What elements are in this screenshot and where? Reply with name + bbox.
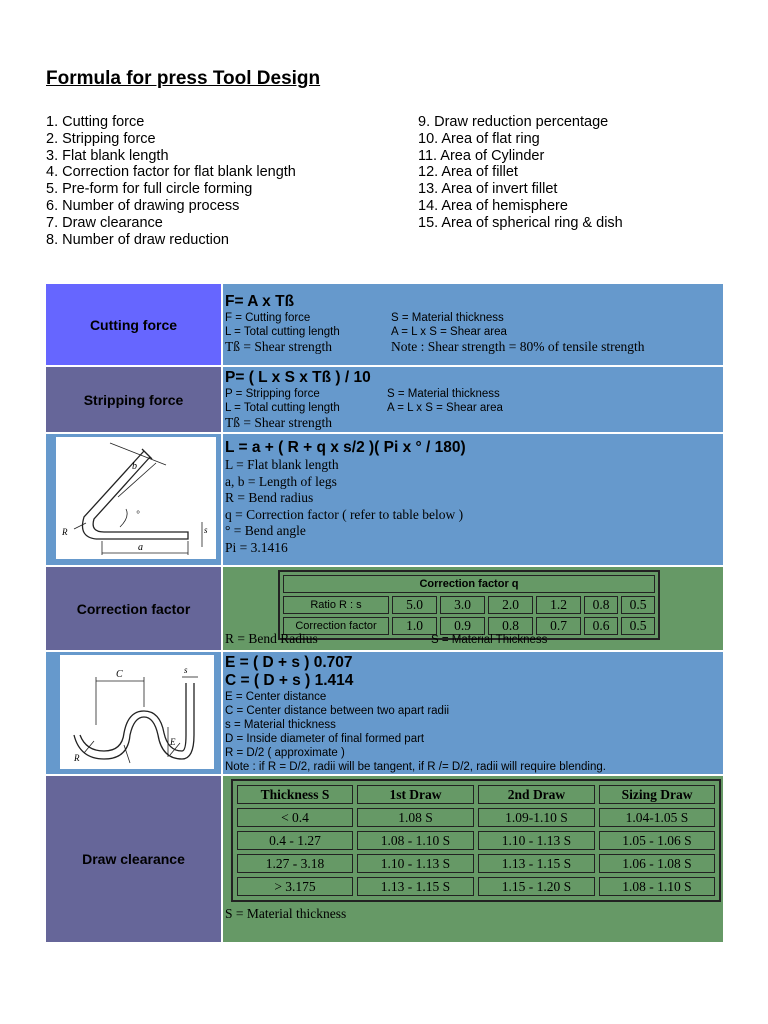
flat-blank-panel bbox=[223, 434, 723, 565]
correction-row-label: Ratio R : s bbox=[283, 596, 389, 614]
table-cell: 1.10 - 1.13 S bbox=[478, 831, 595, 850]
correction-row-label: Correction factor bbox=[283, 617, 389, 635]
cutting-force-label: Cutting force bbox=[46, 284, 221, 365]
cutting-force-panel bbox=[223, 284, 723, 365]
toc-item: 11. Area of Cylinder bbox=[418, 147, 545, 164]
table-cell: 1.06 - 1.08 S bbox=[599, 854, 715, 873]
table-row bbox=[237, 808, 715, 827]
blank-def: R = Bend radius bbox=[225, 490, 314, 505]
preform-label-r: R bbox=[74, 753, 80, 763]
toc-item: 14. Area of hemisphere bbox=[418, 197, 568, 214]
table-cell: 0.5 bbox=[621, 596, 655, 614]
toc-item: 2. Stripping force bbox=[46, 130, 156, 147]
diagram-label-b: b bbox=[132, 461, 137, 472]
correction-factor-table bbox=[278, 570, 660, 640]
table-cell: > 3.175 bbox=[237, 877, 353, 896]
table-header: 2nd Draw bbox=[478, 785, 595, 804]
stripping-def: Tß = Shear strength bbox=[225, 415, 332, 430]
table-cell: 1.15 - 1.20 S bbox=[478, 877, 595, 896]
stripping-def: A = L x S = Shear area bbox=[387, 402, 503, 414]
cutting-def: Tß = Shear strength bbox=[225, 339, 332, 354]
correction-factor-label: Correction factor bbox=[46, 567, 221, 650]
toc-item: 9. Draw reduction percentage bbox=[418, 114, 609, 130]
toc-left bbox=[46, 114, 296, 248]
table-cell: 2.0 bbox=[488, 596, 533, 614]
toc-item: 5. Pre-form for full circle forming bbox=[46, 181, 253, 198]
table-cell: 0.8 bbox=[584, 596, 618, 614]
preform-def: C = Center distance between two apart radii bbox=[225, 705, 450, 717]
table-cell: 0.5 bbox=[621, 617, 655, 635]
preform-def: D = Inside diameter of final formed part bbox=[225, 733, 425, 745]
preform-def: E = Center distance bbox=[225, 691, 327, 703]
toc-item: 6. Number of drawing process bbox=[46, 197, 240, 214]
correction-table-title: Correction factor q bbox=[283, 575, 655, 593]
draw-clearance-panel bbox=[223, 776, 723, 942]
table-cell: 1.0 bbox=[392, 617, 437, 635]
page-title: Formula for press Tool Design bbox=[46, 68, 321, 89]
draw-clearance-label: Draw clearance bbox=[46, 776, 221, 942]
bend-diagram-svg bbox=[56, 437, 216, 559]
cutting-def: S = Material thickness bbox=[391, 312, 504, 324]
preform-panel bbox=[223, 652, 723, 774]
bend-diagram bbox=[56, 437, 216, 559]
stripping-def: S = Material thickness bbox=[387, 388, 500, 400]
diagram-label-angle: ° bbox=[136, 509, 140, 519]
preform-def: R = D/2 ( approximate ) bbox=[225, 747, 345, 759]
toc-item: 8. Number of draw reduction bbox=[46, 231, 229, 248]
toc-item: 7. Draw clearance bbox=[46, 214, 163, 231]
table-row bbox=[237, 854, 715, 873]
preform-def: s = Material thickness bbox=[225, 719, 336, 731]
diagram-label-s: s bbox=[204, 525, 208, 535]
blank-def: a, b = Length of legs bbox=[225, 473, 337, 489]
toc-item: 13. Area of invert fillet bbox=[418, 181, 558, 198]
stripping-force-formula: P= ( L x S x Tß ) / 10 bbox=[225, 369, 371, 386]
toc-item: 1. Cutting force bbox=[46, 114, 145, 130]
table-cell: 1.08 S bbox=[357, 808, 474, 827]
toc-item: 3. Flat blank length bbox=[46, 147, 169, 164]
stripping-force-panel bbox=[223, 367, 723, 432]
table-cell: 1.2 bbox=[536, 596, 581, 614]
table-cell: 0.4 - 1.27 bbox=[237, 831, 353, 850]
table-cell: 1.13 - 1.15 S bbox=[357, 877, 474, 896]
preform-label-c: C bbox=[116, 669, 123, 680]
table-cell: 0.7 bbox=[536, 617, 581, 635]
table-cell: 0.9 bbox=[440, 617, 485, 635]
correction-note: R = Bend Radius bbox=[225, 631, 318, 646]
stripping-def: L = Total cutting length bbox=[225, 402, 340, 414]
stripping-def: P = Stripping force bbox=[225, 388, 320, 400]
cutting-def: L = Total cutting length bbox=[225, 326, 340, 338]
table-header: 1st Draw bbox=[357, 785, 474, 804]
toc-right bbox=[418, 114, 623, 232]
preform-label-s: s bbox=[184, 665, 188, 675]
table-cell: 1.04-1.05 S bbox=[599, 808, 715, 827]
table-cell: 1.08 - 1.10 S bbox=[357, 831, 474, 850]
draw-clearance-note: S = Material thickness bbox=[225, 906, 347, 921]
toc-item: 15. Area of spherical ring & dish bbox=[418, 214, 623, 231]
cutting-def: F = Cutting force bbox=[225, 312, 311, 324]
table-header: Sizing Draw bbox=[599, 785, 715, 804]
table-row bbox=[237, 877, 715, 896]
table-cell: 5.0 bbox=[392, 596, 437, 614]
cutting-def: A = L x S = Shear area bbox=[391, 326, 507, 338]
blank-def: L = Flat blank length bbox=[225, 457, 339, 472]
toc-item: 10. Area of flat ring bbox=[418, 130, 540, 147]
cutting-force-formula: F= A x Tß bbox=[225, 293, 295, 310]
table-cell: < 0.4 bbox=[237, 808, 353, 827]
stripping-force-label: Stripping force bbox=[46, 367, 221, 432]
diagram-label-a: a bbox=[138, 542, 143, 553]
table-cell: 0.8 bbox=[488, 617, 533, 635]
flat-blank-image-cell bbox=[46, 434, 221, 565]
table-cell: 0.6 bbox=[584, 617, 618, 635]
table-cell: 1.08 - 1.10 S bbox=[599, 877, 715, 896]
table-row bbox=[237, 831, 715, 850]
preform-formula-e: E = ( D + s ) 0.707 bbox=[225, 654, 353, 671]
blank-def: ° = Bend angle bbox=[225, 523, 306, 538]
blank-def: q = Correction factor ( refer to table below ) bbox=[225, 506, 464, 522]
preform-diagram-svg bbox=[60, 655, 214, 769]
preform-formula-c: C = ( D + s ) 1.414 bbox=[225, 672, 354, 689]
preform-diagram bbox=[60, 655, 214, 769]
blank-def: Pi = 3.1416 bbox=[225, 539, 288, 555]
table-cell: 1.13 - 1.15 S bbox=[478, 854, 595, 873]
flat-blank-formula: L = a + ( R + q x s/2 )( Pi x ° / 180) bbox=[225, 439, 466, 456]
preform-label-e: E bbox=[170, 737, 176, 747]
preform-image-cell bbox=[46, 652, 221, 774]
table-header: Thickness S bbox=[237, 785, 353, 804]
toc-item: 4. Correction factor for flat blank length bbox=[46, 164, 296, 181]
draw-clearance-table bbox=[231, 779, 721, 902]
cutting-note: Note : Shear strength = 80% of tensile strength bbox=[391, 339, 645, 354]
table-cell: 3.0 bbox=[440, 596, 485, 614]
toc-item: 12. Area of fillet bbox=[418, 164, 518, 181]
preform-note: Note : if R = D/2, radii will be tangent, if R /= D/2, radii will require blending. bbox=[225, 761, 606, 773]
table-cell: 1.05 - 1.06 S bbox=[599, 831, 715, 850]
diagram-label-r: R bbox=[62, 527, 68, 537]
correction-note: S = Material Thickness bbox=[431, 634, 548, 646]
formula-grid bbox=[46, 284, 723, 942]
table-cell: 1.10 - 1.13 S bbox=[357, 854, 474, 873]
correction-factor-panel bbox=[223, 567, 723, 650]
table-cell: 1.27 - 3.18 bbox=[237, 854, 353, 873]
table-cell: 1.09-1.10 S bbox=[478, 808, 595, 827]
